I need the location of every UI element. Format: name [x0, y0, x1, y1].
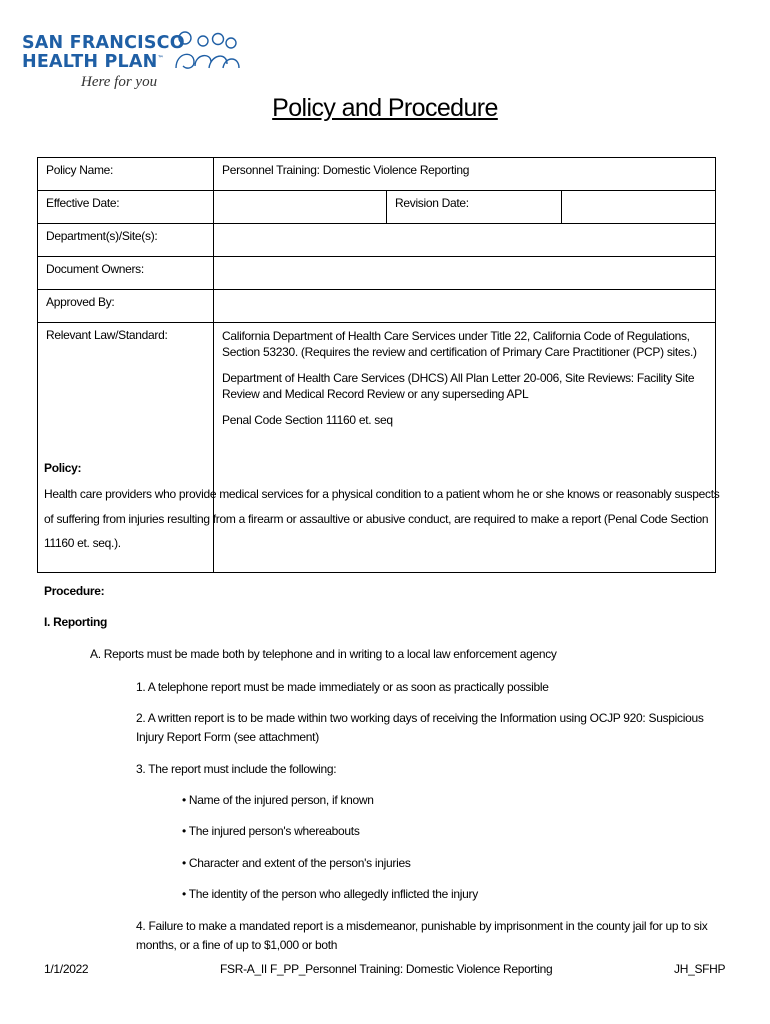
policy-name-label: Policy Name: [38, 158, 214, 191]
relevant-law-label: Relevant Law/Standard: [38, 323, 214, 573]
document-owners-value [214, 257, 716, 290]
footer-document-name: FSR-A_II F_PP_Personnel Training: Domestic Violence Reporting [220, 962, 553, 976]
policy-text-line: 11160 et. seq.). [44, 536, 121, 550]
family-figures-icon [173, 28, 243, 72]
relevant-law-item: Department of Health Care Services (DHCS) All Plan Letter 20-006, Site Reviews: Facility Site Review and Medical Record Review or any superseding APL [222, 371, 695, 401]
logo-tagline: Here for you [81, 74, 158, 90]
relevant-law-item: Penal Code Section 11160 et. seq [222, 413, 393, 427]
footer-date: 1/1/2022 [44, 962, 89, 976]
relevant-law-item: California Department of Health Care Services under Title 22, California Code of Regulations, Section 53230. (Requires the review and certification of Primary Care Practitioner (PCP) sites.) [222, 329, 697, 359]
approved-by-label: Approved By: [38, 290, 214, 323]
trademark-symbol: ™ [157, 55, 164, 62]
policy-name-value: Personnel Training: Domestic Violence Reporting [214, 158, 716, 191]
bullet-item: • The identity of the person who allegedly inflicted the injury [182, 887, 478, 901]
procedure-item-2-line: Injury Report Form (see attachment) [136, 730, 319, 744]
procedure-item-1: 1. A telephone report must be made immediately or as soon as practically possible [136, 680, 549, 694]
policy-text-line: of suffering from injuries resulting from a firearm or assaultive or abusive conduct, are required to make a report (Penal Code Section [44, 512, 709, 526]
logo-text-line2-main: HEALTH PLAN [22, 52, 158, 72]
policy-heading: Policy: [44, 461, 82, 475]
section-heading-reporting: I. Reporting [44, 615, 108, 629]
table-row-departments [38, 224, 716, 257]
procedure-heading: Procedure: [44, 584, 105, 598]
departments-value [214, 224, 716, 257]
logo-text-line1: SAN FRANCISCO [22, 33, 185, 53]
table-row-approved-by [38, 290, 716, 323]
procedure-item-4-line: months, or a fine of up to $1,000 or both [136, 938, 338, 952]
procedure-item-4-line: 4. Failure to make a mandated report is a misdemeanor, punishable by imprisonment in the county jail for up to six [136, 919, 708, 933]
table-row-dates [38, 191, 716, 224]
table-row-document-owners [38, 257, 716, 290]
relevant-law-value [214, 323, 716, 573]
page-title: Policy and Procedure [272, 94, 498, 122]
effective-date-label: Effective Date: [38, 191, 214, 224]
procedure-item-a: A. Reports must be made both by telephone and in writing to a local law enforcement agency [90, 647, 557, 661]
footer-owner-code: JH_SFHP [674, 962, 726, 976]
table-row-relevant-law [38, 323, 716, 573]
approved-by-value [214, 290, 716, 323]
bullet-item: • Name of the injured person, if known [182, 793, 374, 807]
effective-date-value [214, 191, 387, 224]
policy-text-line: Health care providers who provide medical services for a physical condition to a patient whom he or she knows or reasonably suspects [44, 487, 720, 501]
revision-date-label: Revision Date: [387, 191, 562, 224]
revision-date-value [562, 191, 716, 224]
bullet-item: • The injured person's whereabouts [182, 824, 360, 838]
logo-text-line2 [22, 52, 164, 72]
departments-label: Department(s)/Site(s): [38, 224, 214, 257]
bullet-item: • Character and extent of the person's injuries [182, 856, 411, 870]
table-row-policy-name [38, 158, 716, 191]
procedure-item-3: 3. The report must include the following: [136, 762, 337, 776]
document-owners-label: Document Owners: [38, 257, 214, 290]
procedure-item-2-line: 2. A written report is to be made within two working days of receiving the Information using OCJP 920: Suspicious [136, 711, 704, 725]
